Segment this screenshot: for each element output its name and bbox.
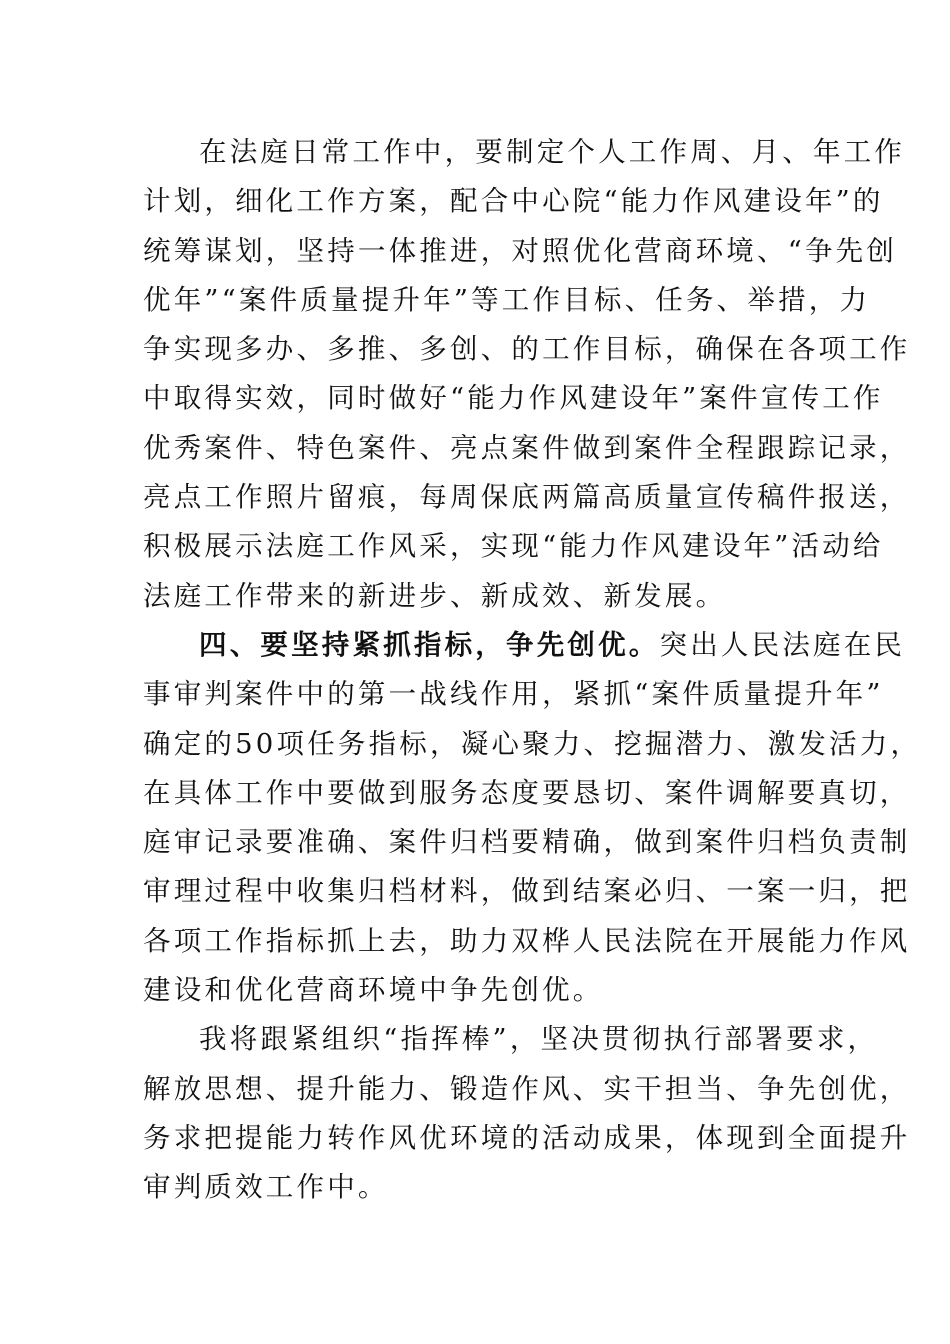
text-line: 优年”“案件质量提升年”等工作目标、任务、举措，力 bbox=[143, 283, 871, 316]
text-line: 法庭工作带来的新进步、新成效、新发展。 bbox=[143, 579, 727, 612]
text-line: 我将跟紧组织“指挥棒”，坚决贯彻执行部署要求， bbox=[199, 1023, 879, 1056]
text-line: 审理过程中收集归档材料，做到结案必归、一案一归，把 bbox=[143, 875, 911, 908]
text-line: 事审判案件中的第一战线作用，紧抓“案件质量提升年” bbox=[143, 678, 884, 711]
text-line bbox=[143, 621, 906, 670]
paragraph-3 bbox=[143, 1015, 911, 1212]
document-body bbox=[143, 128, 922, 1213]
text-line: 优秀案件、特色案件、亮点案件做到案件全程跟踪记录， bbox=[143, 431, 911, 464]
text-line: 务求把提能力转作风优环境的活动成果，体现到全面提升 bbox=[143, 1121, 911, 1154]
heading-line-rest: 突出人民法庭在民 bbox=[659, 628, 906, 661]
text-line: 各项工作指标抓上去，助力双桦人民法院在开展能力作风 bbox=[143, 924, 911, 957]
text-line: 统筹谋划，坚持一体推进，对照优化营商环境、“争先创 bbox=[143, 234, 898, 267]
text-line: 确定的50项任务指标，凝心聚力、挖掘潜力、激发活力， bbox=[143, 727, 922, 760]
text-line: 亮点工作照片留痕，每周保底两篇高质量宣传稿件报送， bbox=[143, 481, 911, 514]
text-line: 庭审记录要准确、案件归档要精确，做到案件归档负责制 bbox=[143, 826, 911, 859]
text-line: 建设和优化营商环境中争先创优。 bbox=[143, 974, 604, 1007]
text-line: 中取得实效，同时做好“能力作风建设年”案件宣传工作 bbox=[143, 382, 884, 415]
text-line: 审判质效工作中。 bbox=[143, 1171, 389, 1204]
text-line: 在法庭日常工作中，要制定个人工作周、月、年工作 bbox=[199, 136, 906, 168]
text-line: 计划，细化工作方案，配合中心院“能力作风建设年”的 bbox=[143, 185, 884, 218]
text-line: 争实现多办、多推、多创、的工作目标，确保在各项工作 bbox=[143, 333, 911, 366]
paragraph-1 bbox=[143, 128, 911, 621]
section-heading: 四、要坚持紧抓指标，争先创优。 bbox=[199, 628, 660, 661]
text-line: 积极展示法庭工作风采，实现“能力作风建设年”活动给 bbox=[143, 530, 884, 563]
text-line: 在具体工作中要做到服务态度要恳切、案件调解要真切， bbox=[143, 776, 911, 809]
text-line: 解放思想、提升能力、锻造作风、实干担当、争先创优， bbox=[143, 1072, 911, 1105]
paragraph-2 bbox=[143, 621, 922, 1015]
